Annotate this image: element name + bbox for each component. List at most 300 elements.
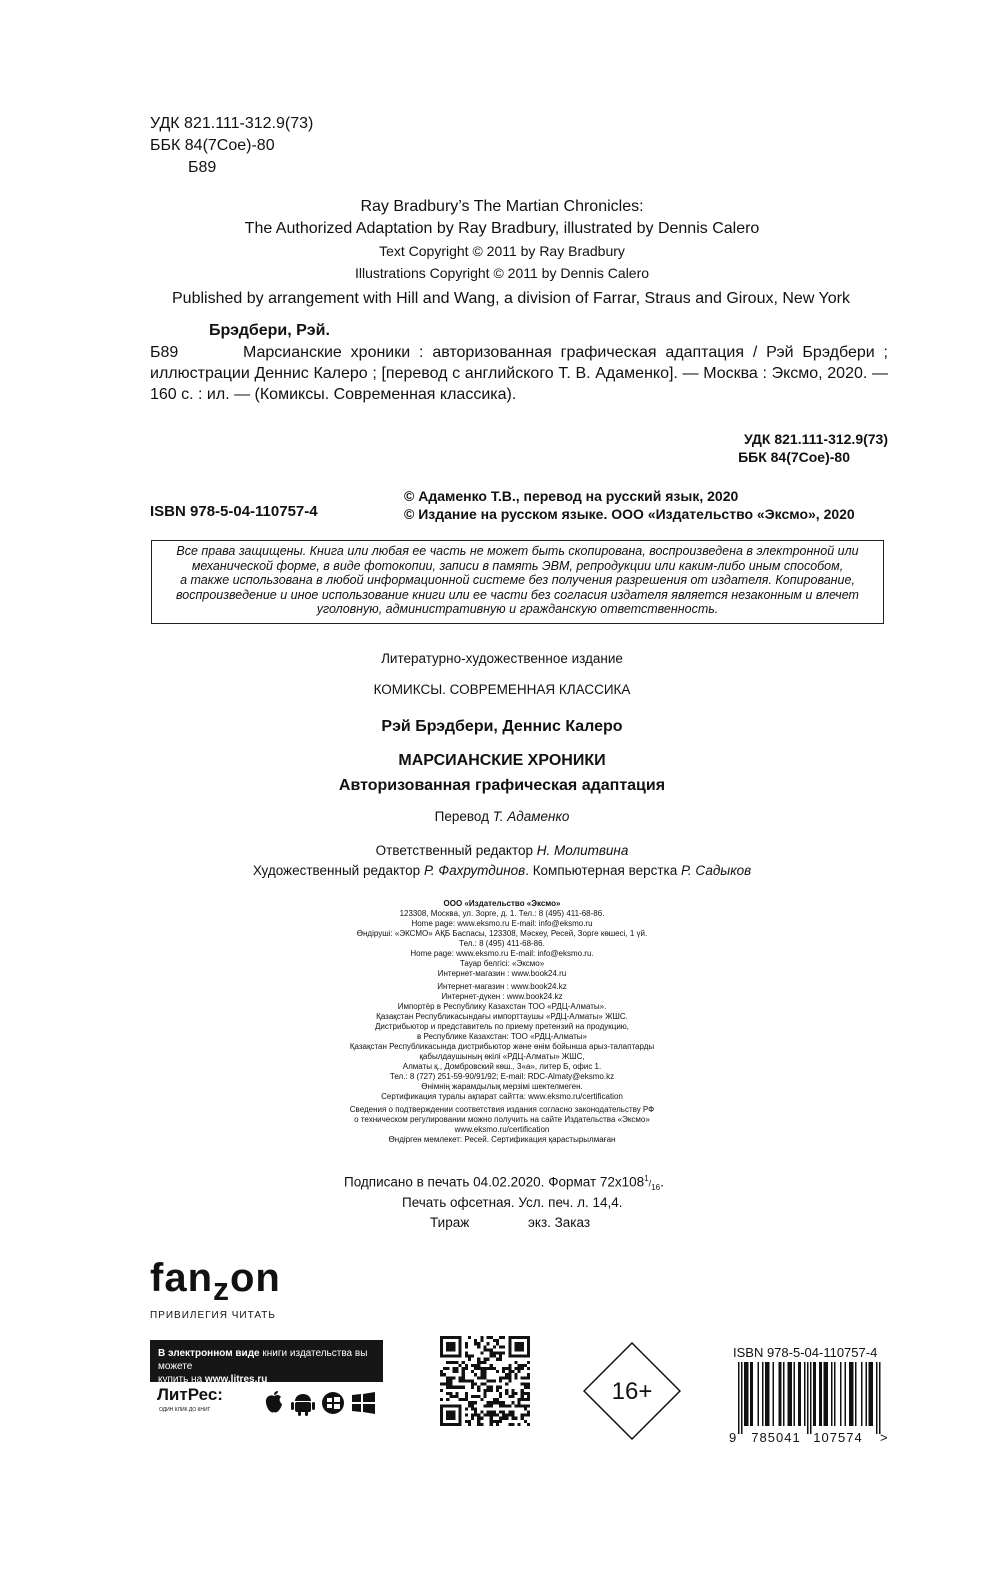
qr-module [514,1373,517,1376]
qr-module [514,1367,517,1370]
qr-module [518,1342,521,1345]
qr-code [440,1336,530,1426]
qr-module [496,1358,499,1361]
imprint-line: Дистрибьютор и представитель по приему претензий на продукцию, [374,1022,630,1031]
qr-module [499,1401,502,1404]
qr-module [459,1364,462,1367]
qr-module [496,1401,499,1404]
qr-module [527,1352,530,1355]
catalog-author: Брэдбери, Рэй. [209,322,330,339]
qr-module [474,1395,477,1398]
imprint-line: о техническом регулировании можно получить на сайте Издательства «Эксмо» [354,1115,650,1124]
age-rating-text: 16+ [611,1378,653,1405]
qr-module [446,1361,449,1364]
barcode-bar [773,1362,775,1426]
qr-module [521,1389,524,1392]
qr-module [505,1404,508,1407]
art-editor-name: Р. Фахрутдинов [423,863,526,878]
qr-module [462,1386,465,1389]
qr-module [499,1410,502,1413]
editor-line [0,843,1004,858]
barcode-bar [767,1362,769,1426]
qr-module [449,1348,452,1351]
qr-module [527,1410,530,1413]
qr-module [490,1379,493,1382]
qr-module [514,1392,517,1395]
barcode-arrow: > [880,1430,888,1444]
qr-module [499,1358,502,1361]
imprint-line: қабылдаушының өкілі «РДЦ-Алматы» ЖШС, [419,1052,585,1061]
qr-module [499,1417,502,1420]
qr-module [480,1352,483,1355]
qr-module [449,1386,452,1389]
qr-module [456,1336,459,1339]
qr-module [521,1398,524,1401]
qr-module [524,1383,527,1386]
qr-module [499,1379,502,1382]
qr-module [499,1345,502,1348]
qr-module [521,1404,524,1407]
imprint-line: Интернет-магазин : www.book24.kz [437,982,567,991]
qr-module [496,1352,499,1355]
qr-module [465,1414,468,1417]
catalog-udk: УДК 821.111-312.9(73) [743,431,888,447]
barcode-bar [834,1362,836,1426]
qr-module [465,1398,468,1401]
format-denominator: 16 [651,1183,661,1193]
qr-module [487,1389,490,1392]
qr-module [459,1339,462,1342]
rights-line: а также использована в любой информационной системе без получения разрешения от издателя. Копирование, [180,573,855,588]
qr-module [449,1410,452,1413]
barcode-bar [789,1362,791,1426]
qr-module [493,1379,496,1382]
bbk-code: ББК 84(7Сое)-80 [150,137,275,154]
qr-module [480,1361,483,1364]
windows-icon [352,1392,375,1414]
qr-module [446,1392,449,1395]
qr-module [471,1364,474,1367]
barcode-bar [869,1362,871,1426]
qr-module [527,1398,530,1401]
qr-module [490,1401,493,1404]
barcode-bar [849,1362,851,1426]
qr-module [487,1401,490,1404]
barcode-bar [845,1362,847,1426]
qr-module [477,1345,480,1348]
qr-module [452,1423,455,1426]
qr-module [499,1395,502,1398]
qr-module [511,1401,514,1404]
order-label: экз. Заказ [528,1215,591,1230]
qr-module [446,1404,449,1407]
qr-module [477,1414,480,1417]
qr-module [496,1386,499,1389]
qr-module [483,1370,486,1373]
qr-module [462,1370,465,1373]
barcode-left-digits: 785041 [751,1430,801,1444]
qr-module [496,1339,499,1342]
qr-module [511,1336,514,1339]
translator-label: Перевод [434,809,493,824]
qr-module [440,1370,443,1373]
format-end: . [660,1174,664,1190]
qr-module [477,1395,480,1398]
qr-module [518,1364,521,1367]
qr-module [502,1370,505,1373]
barcode-bar [825,1362,827,1426]
qr-module [527,1376,530,1379]
qr-module [449,1345,452,1348]
qr-module [468,1401,471,1404]
qr-module [508,1373,511,1376]
qr-module [440,1410,443,1413]
qr-module [465,1364,468,1367]
qr-module [527,1336,530,1339]
fanzon-logo-part: on [230,1256,281,1300]
qr-module [449,1342,452,1345]
qr-module [449,1423,452,1426]
qr-module [452,1417,455,1420]
qr-module [514,1348,517,1351]
qr-module [456,1361,459,1364]
qr-module [496,1398,499,1401]
qr-module [508,1342,511,1345]
qr-module [462,1373,465,1376]
qr-module [499,1404,502,1407]
qr-module [452,1386,455,1389]
qr-module [483,1348,486,1351]
barcode-bar [831,1362,833,1426]
arrangement-note: Published by arrangement with Hill and Wang, a division of Farrar, Straus and Giroux, New York [172,290,850,307]
catalog-bbk: ББК 84(7Сое)-80 [738,449,850,465]
qr-module [449,1392,452,1395]
qr-module [490,1336,493,1339]
qr-module [452,1404,455,1407]
qr-module [477,1386,480,1389]
qr-module [452,1361,455,1364]
qr-module [518,1398,521,1401]
qr-module [496,1389,499,1392]
rights-line: уголовную, административную и гражданскую ответственность. [316,602,719,617]
qr-module [524,1420,527,1423]
qr-module [462,1398,465,1401]
qr-module [449,1336,452,1339]
qr-module [508,1410,511,1413]
barcode-bar [815,1362,817,1426]
qr-module [452,1348,455,1351]
barcode-bar [824,1362,826,1426]
barcode-bar [738,1362,740,1434]
imprint-line: Тауар белгісі: «Эксмо» [459,959,545,968]
qr-module [511,1392,514,1395]
qr-module [490,1348,493,1351]
print-run-label: Тираж [430,1215,470,1230]
qr-module [443,1404,446,1407]
qr-module [456,1355,459,1358]
qr-module [471,1355,474,1358]
qr-module [493,1414,496,1417]
qr-module [490,1420,493,1423]
litres-banner-bold: В электронном виде [158,1348,260,1359]
barcode-bar [800,1362,802,1426]
qr-module [511,1414,514,1417]
qr-module [443,1336,446,1339]
qr-module [524,1398,527,1401]
barcode-bar [747,1362,749,1426]
signed-text: Подписано в печать 04.02.2020. Формат 72х108 [344,1174,645,1190]
qr-module [471,1404,474,1407]
qr-module [521,1348,524,1351]
qr-module [499,1420,502,1423]
qr-module [465,1355,468,1358]
qr-module [483,1395,486,1398]
qr-module [459,1336,462,1339]
qr-module [471,1386,474,1389]
qr-module [474,1364,477,1367]
qr-module [471,1395,474,1398]
qr-module [477,1423,480,1426]
qr-module [468,1336,471,1339]
qr-module [511,1423,514,1426]
qr-module [456,1386,459,1389]
qr-module [524,1407,527,1410]
qr-module [521,1383,524,1386]
qr-module [449,1395,452,1398]
barcode-isbn: ISBN 978-5-04-110757-4 [733,1345,878,1360]
qr-module [511,1389,514,1392]
text-copyright: Text Copyright © 2011 by Ray Bradbury [379,243,625,259]
litres-banner-text: книги издательства вы можете [158,1348,368,1372]
qr-module [474,1373,477,1376]
qr-module [502,1410,505,1413]
qr-module [468,1423,471,1426]
qr-module [487,1386,490,1389]
qr-module [440,1398,443,1401]
qr-module [474,1342,477,1345]
qr-module [508,1336,511,1339]
qr-module [499,1392,502,1395]
qr-module [483,1414,486,1417]
qr-module [452,1376,455,1379]
qr-module [465,1379,468,1382]
qr-module [502,1376,505,1379]
qr-module [514,1355,517,1358]
qr-module [483,1361,486,1364]
qr-module [440,1342,443,1345]
qr-module [508,1355,511,1358]
qr-module [480,1339,483,1342]
art-editor-label: Художественный редактор [252,863,424,878]
isbn: ISBN 978-5-04-110757-4 [150,503,318,520]
barcode-bar [791,1362,793,1426]
qr-module [487,1410,490,1413]
qr-module [490,1389,493,1392]
translator-name: Т. Адаменко [492,809,570,824]
qr-module [440,1423,443,1426]
qr-module [452,1342,455,1345]
litres-tagline: ОДИН КЛИК ДО КНИГ [159,1407,211,1413]
qr-module [505,1417,508,1420]
qr-module [502,1401,505,1404]
qr-module [508,1395,511,1398]
qr-module [449,1417,452,1420]
imprint-line: Қазақстан Республикасындағы импорттаушы «РДЦ-Алматы» ЖШС. [376,1012,628,1021]
rights-line: механической форме, в виде фотокопии, записи в память ЭВМ, репродукции или каким-либо иным способом, [191,558,844,573]
qr-module [465,1352,468,1355]
imprint-line: www.eksmo.ru/certification [454,1125,550,1134]
qr-module [487,1367,490,1370]
qr-module [521,1345,524,1348]
qr-module [508,1379,511,1382]
android-icon [291,1394,315,1416]
imprint-line: Сертификация туралы ақпарат сайтта: www.eksmo.ru/certification [381,1092,623,1101]
litres-site: www.litres.ru [204,1374,268,1385]
fanzon-logo-part: fan [150,1256,213,1300]
qr-module [518,1367,521,1370]
qr-module [446,1417,449,1420]
imprint-line: Қазақстан Республикасында дистрибьютор және өнім бойынша арыз-талаптарды [349,1042,655,1051]
qr-module [471,1379,474,1382]
qr-module [493,1355,496,1358]
qr-module [456,1367,459,1370]
qr-module [452,1355,455,1358]
qr-module [514,1361,517,1364]
qr-module [518,1370,521,1373]
qr-module [456,1370,459,1373]
qr-module [459,1355,462,1358]
barcode-bar [788,1362,790,1426]
qr-module [456,1404,459,1407]
qr-module [440,1407,443,1410]
qr-module [459,1386,462,1389]
rights-notice-box [151,540,884,624]
qr-module [459,1417,462,1420]
barcode-bars [738,1362,881,1434]
barcode-bar [804,1362,806,1426]
imprint-line: Сведения о подтверждении соответствия издания согласно законодательству РФ [349,1105,655,1114]
qr-module [483,1345,486,1348]
qr-module [521,1342,524,1345]
qr-module [459,1352,462,1355]
qr-module [446,1410,449,1413]
series-name: КОМИКСЫ. СОВРЕМЕННАЯ КЛАССИКА [373,682,631,697]
qr-module [449,1355,452,1358]
qr-module [465,1367,468,1370]
qr-module [446,1355,449,1358]
qr-module [527,1392,530,1395]
qr-module [496,1414,499,1417]
qr-module [483,1367,486,1370]
barcode-bar [794,1362,796,1426]
qr-module [465,1407,468,1410]
qr-module [521,1395,524,1398]
imprint-line: Өндірген мемлекет: Ресей. Сертификация қарастырылмаған [388,1135,616,1144]
qr-module [496,1342,499,1345]
qr-module [502,1336,505,1339]
qr-module [440,1417,443,1420]
apple-icon [266,1391,282,1412]
barcode-bar [768,1362,770,1426]
qr-module [471,1383,474,1386]
qr-module [499,1352,502,1355]
qr-module [480,1417,483,1420]
qr-module [459,1420,462,1423]
qr-module [459,1404,462,1407]
book-subtitle: Авторизованная графическая адаптация [338,777,666,794]
qr-module [518,1355,521,1358]
imprint-block [0,899,1004,1145]
book-title: МАРСИАНСКИЕ ХРОНИКИ [398,752,606,769]
qr-module [446,1348,449,1351]
barcode-bar [855,1362,857,1426]
qr-module [524,1336,527,1339]
qr-module [468,1358,471,1361]
qr-module [508,1352,511,1355]
imprint-line: в Республике Казахстан: ТОО «РДЦ-Алматы» [417,1032,587,1041]
qr-module [521,1364,524,1367]
barcode-bar [744,1362,746,1426]
qr-module [527,1339,530,1342]
qr-module [449,1376,452,1379]
qr-module [477,1389,480,1392]
qr-module [443,1355,446,1358]
qr-module [446,1423,449,1426]
qr-module [508,1376,511,1379]
fanzon-logo [150,1258,281,1321]
qr-module [487,1358,490,1361]
qr-module [518,1423,521,1426]
qr-module [477,1364,480,1367]
rights-line: воспроизведение и иное использование книги или ее части без согласия издателя является незаконным и влечет [176,587,859,602]
qr-module [508,1414,511,1417]
qr-module [527,1367,530,1370]
qr-module [452,1370,455,1373]
qr-module [474,1407,477,1410]
qr-module [452,1367,455,1370]
qr-module [524,1355,527,1358]
qr-module [493,1345,496,1348]
qr-module [514,1417,517,1420]
qr-module [452,1414,455,1417]
qr-module [505,1383,508,1386]
qr-module [493,1339,496,1342]
barcode-bar [780,1362,782,1426]
qr-module [480,1336,483,1339]
qr-module [514,1345,517,1348]
qr-module [440,1352,443,1355]
qr-module [487,1379,490,1382]
barcode-first-digit: 9 [729,1430,737,1444]
qr-module [514,1404,517,1407]
qr-module [521,1392,524,1395]
qr-module [483,1383,486,1386]
qr-module [452,1395,455,1398]
barcode-bar [870,1362,872,1426]
qr-module [487,1342,490,1345]
qr-module [499,1355,502,1358]
qr-module [440,1345,443,1348]
barcode-bar [741,1362,743,1434]
qr-module [462,1376,465,1379]
barcode-bar [879,1362,881,1434]
qr-module [474,1410,477,1413]
qr-module [483,1373,486,1376]
qr-module [518,1348,521,1351]
udk-code: УДК 821.111-312.9(73) [150,115,314,132]
qr-module [518,1401,521,1404]
qr-module [471,1407,474,1410]
